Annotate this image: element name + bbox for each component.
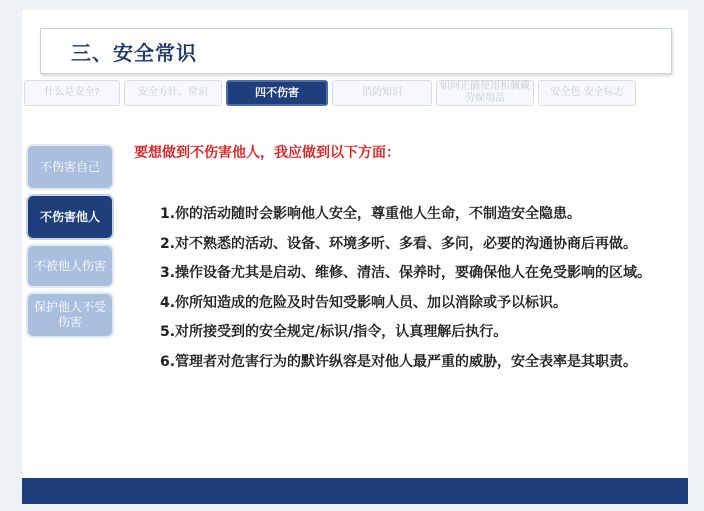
tab-fire-knowledge[interactable]: 消防知识 bbox=[332, 80, 432, 106]
tab-safety-signs[interactable]: 安全色 安全标志 bbox=[538, 80, 636, 106]
title-box bbox=[40, 28, 672, 74]
page-title: 三、安全常识 bbox=[71, 41, 197, 65]
tab-four-no-harm[interactable]: 四不伤害 bbox=[226, 80, 328, 106]
list-item: 1.你的活动随时会影响他人安全，尊重他人生命，不制造安全隐患。 bbox=[160, 206, 582, 222]
tab-what-is-safety[interactable]: 什么是安全? bbox=[24, 80, 120, 106]
tab-bar bbox=[22, 80, 688, 108]
tab-safety-policy[interactable]: 安全方针、常识 bbox=[124, 80, 222, 106]
list-item: 3.操作设备尤其是启动、维修、清洁、保养时，要确保他人在免受影响的区域。 bbox=[160, 265, 652, 281]
tab-ppe-usage[interactable]: 如何正确使用和佩戴劳保用品 bbox=[436, 80, 534, 106]
sidebar-item-no-harm-others[interactable]: 不伤害他人 bbox=[26, 194, 114, 240]
content-list bbox=[124, 200, 672, 377]
footer-bar bbox=[22, 478, 688, 504]
slide bbox=[22, 10, 688, 504]
list-item: 4.你所知造成的危险及时告知受影响人员、加以消除或予以标识。 bbox=[160, 294, 568, 311]
sidebar-item-not-harmed[interactable]: 不被他人伤害 bbox=[26, 244, 114, 288]
list-item: 6.管理者对危害行为的默许纵容是对他人最严重的威胁，安全表率是其职责。 bbox=[160, 353, 638, 370]
section-heading: 要想做到不伤害他人，我应做到以下方面： bbox=[134, 145, 400, 161]
list-item: 5.对所接受到的安全规定/标识/指令，认真理解后执行。 bbox=[160, 324, 508, 340]
sidebar-item-no-harm-self[interactable]: 不伤害自己 bbox=[26, 144, 114, 190]
sidebar-item-protect-others[interactable]: 保护他人不受伤害 bbox=[26, 292, 114, 338]
list-item: 2.对不熟悉的活动、设备、环境多听、多看、多问，必要的沟通协商后再做。 bbox=[160, 235, 638, 252]
